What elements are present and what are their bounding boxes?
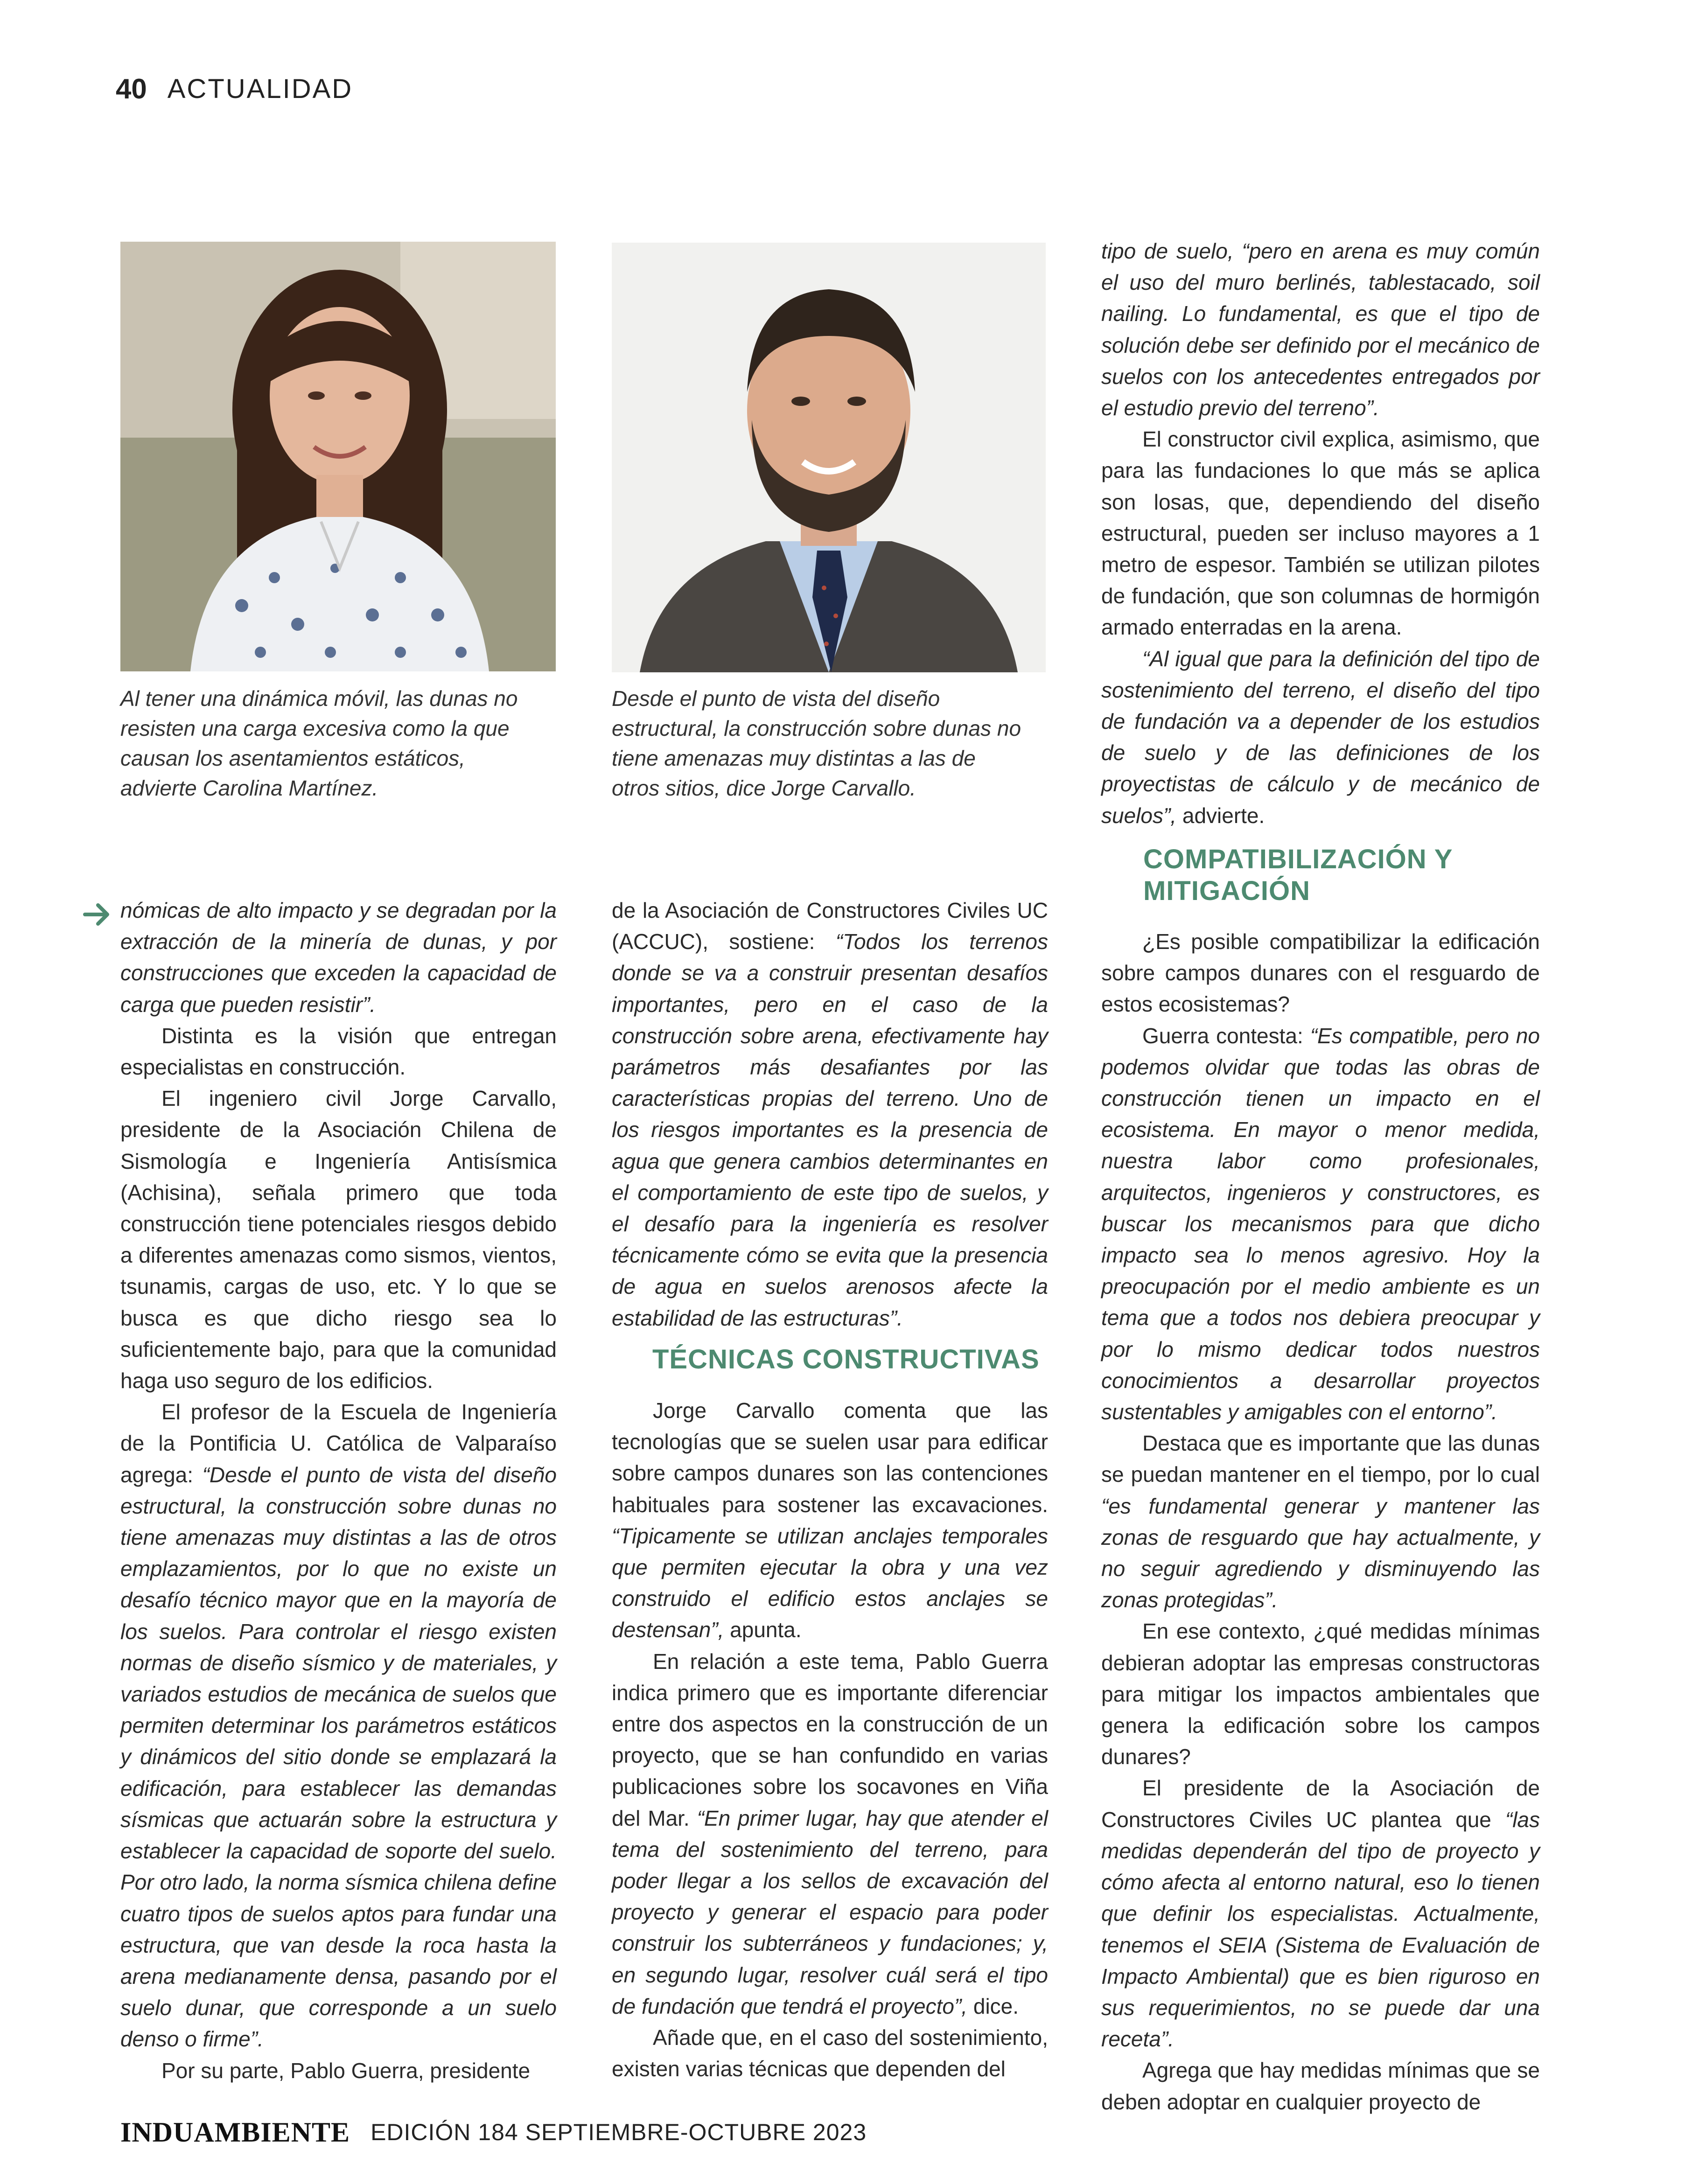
paragraph-tail: dice. <box>967 1994 1019 2018</box>
edition-info: EDICIÓN 184 SEPTIEMBRE-OCTUBRE 2023 <box>371 2119 867 2145</box>
quote: “Es compatible, pero no podemos olvidar que todas las obras de construcción tienen un impacto en el ecosistema. En mayor o menor medida, nuestra labor como profesionales, arquitectos, ingenieros y constructores, es buscar los mecanismos para que dicho impacto sea lo menos agresivo. Hoy la preocupación por el medio ambiente es un tema que a todos nos debiera preocupar y por lo mismo dedicar todos nuestros conocimientos a desarrollar proyectos sustentables y amigables con el entorno”. <box>1101 1023 1540 1424</box>
column-3-bottom <box>1101 926 1540 2118</box>
paragraph: El constructor civil explica, asimismo, que para las fundaciones lo que más se aplica son losas, que, dependiendo del diseño estructural, pueden ser incluso mayores a 1 metro de espesor. También se utilizan pilotes de fundación, que son columnas de hormigón armado enterradas en la arena. <box>1101 427 1540 640</box>
paragraph-lead: Guerra contesta: <box>1142 1023 1310 1048</box>
heading-compatibilizacion-mitigacion: COMPATIBILIZACIÓN Y MITIGACIÓN <box>1143 844 1453 906</box>
man-portrait-photo <box>612 243 1046 672</box>
column-2-top <box>612 895 1048 1334</box>
heading-tecnicas-constructivas: TÉCNICAS CONSTRUCTIVAS <box>652 1344 1040 1375</box>
photo-caption-2: Desde el punto de vista del diseño estructural, la construcción sobre dunas no tiene amenazas muy distintas a las de otros sitios, dice Jorge Carvallo. <box>612 686 1021 800</box>
quote: “Desde el punto de vista del diseño estructural, la construcción sobre dunas no tiene amenazas muy distintas a las de otros emplazamientos, por lo que no existe un desafío técnico mayor que en la mayoría de los suelos. Para controlar el riesgo existen normas de diseño sísmico y de materiales, y variados estudios de mecánica de suelos que permiten determinar los parámetros estáticos y dinámicos del sitio donde se emplazará la edificación, para establecer las demandas sísmicas que actuarán sobre la estructura y establecer la capacidad de soporte del suelo. Por otro lado, la norma sísmica chilena define cuatro tipos de suelos aptos para fundar una estructura, que van desde la roca hasta la arena medianamente densa, pasando por el suelo dunar, que corresponde a un suelo denso o firme”. <box>120 1462 557 2051</box>
paragraph: En ese contexto, ¿qué medidas mínimas debieran adoptar las empresas constructoras para mitigar los impactos ambientales que genera la edificación sobre los campos dunares? <box>1101 1619 1540 1769</box>
paragraph-tail: advierte. <box>1176 803 1265 828</box>
quote: “En primer lugar, hay que atender el tema del sostenimiento del terreno, para poder llegar a los sellos de excavación del proyecto y generar el espacio para poder construir los subterráneos y fundaciones; y, en segundo lugar, resolver cuál será el tipo de fundación que tendrá el proyecto”, <box>612 1806 1048 2018</box>
page-number: 40 <box>116 73 147 105</box>
column-2-bottom <box>612 1395 1048 2085</box>
paragraph: ¿Es posible compatibilizar la edificación sobre campos dunares con el resguardo de estos ecosistemas? <box>1101 929 1540 1017</box>
quote: “Tipicamente se utilizan anclajes temporales que permiten ejecutar la obra y una vez construido el edificio estos anclajes se destensan”, <box>612 1523 1048 1642</box>
quote: nómicas de alto impacto y se degradan por la extracción de la minería de dunas, y por construcciones que exceden la capacidad de carga que pueden resistir”. <box>120 898 557 1017</box>
column-3-top <box>1101 236 1540 831</box>
quote: “es fundamental generar y mantener las zonas de resguardo que hay actualmente, y no seguir agrediendo y disminuyendo las zonas protegidas”. <box>1101 1493 1540 1612</box>
paragraph: Jorge Carvallo comenta que las tecnologías que se suelen usar para edificar sobre campos dunares son las contenciones habituales para sostener las excavaciones. <box>612 1398 1048 1517</box>
paragraph: Añade que, en el caso del sostenimiento, existen varias técnicas que dependen del <box>612 2025 1048 2081</box>
paragraph-lead: de la Asociación de Constructores Civiles UC (ACCUC), sostiene: <box>612 898 1048 954</box>
paragraph-lead: Destaca que es importante que las dunas se puedan mantener en el tiempo, por lo cual <box>1101 1431 1540 1487</box>
paragraph: Por su parte, Pablo Guerra, presidente <box>161 2058 531 2083</box>
page-header <box>116 70 353 107</box>
photo-caption-1: Al tener una dinámica móvil, las dunas no resisten una carga excesiva como la que causan los asentamientos estáticos, advierte Carolina Martínez. <box>120 686 518 800</box>
paragraph-lead: El presidente de la Asociación de Constructores Civiles UC plantea que <box>1101 1776 1540 1832</box>
continuation-arrow-icon <box>83 900 111 928</box>
page-footer <box>120 2116 867 2148</box>
paragraph: Distinta es la visión que entregan especialistas en construcción. <box>120 1023 557 1080</box>
magazine-logo: INDUAMBIENTE <box>120 2116 350 2148</box>
paragraph: Agrega que hay medidas mínimas que se deben adoptar en cualquier proyecto de <box>1101 2058 1540 2114</box>
woman-portrait-photo <box>120 242 556 671</box>
paragraph-lead: En relación a este tema, Pablo Guerra indica primero que es importante diferenciar entre dos aspectos en la construcción de un proyecto, que se han confundido en varias publicaciones sobre los socavones en Viña del Mar. <box>612 1649 1048 1830</box>
paragraph-lead: El profesor de la Escuela de Ingeniería de la Pontificia U. Católica de Valparaíso agrega: <box>120 1400 557 1487</box>
paragraph: tipo de suelo, “pero en arena es muy común el uso del muro berlinés, tablestacado, soil nailing. Lo fundamental, es que el tipo de solución debe ser definido por el mecánico de suelos con los antecedentes entregados por el estudio previo del terreno”. <box>1101 239 1540 420</box>
paragraph: El ingeniero civil Jorge Carvallo, presidente de la Asociación Chilena de Sismología e Ingeniería Antisísmica (Achisina), señala primero que toda construcción tiene potenciales riesgos debido a diferentes amenazas como sismos, vientos, tsunamis, cargas de uso, etc. Y lo que se busca es que dicho riesgo sea lo suficientemente bajo, para que la comunidad haga uso seguro de los edificios. <box>120 1086 557 1393</box>
section-title: ACTUALIDAD <box>167 73 353 104</box>
quote: “Al igual que para la definición del tipo de sostenimiento del terreno, el diseño del tipo de fundación va a depender de los estudios de suelo y de las definiciones de los proyectistas de cálculo y de mecánico de suelos”, <box>1101 646 1540 828</box>
quote: “las medidas dependerán del tipo de proyecto y cómo afecta al entorno natural, eso lo tienen que definir los especialistas. Actualmente, tenemos el SEIA (Sistema de Evaluación de Impacto Ambiental) que es bien riguroso en sus requerimientos, no se puede dar una receta”. <box>1101 1807 1540 2051</box>
column-1 <box>120 895 557 2086</box>
quote: “Todos los terrenos donde se va a construir presentan desafíos importantes, pero en el caso de la construcción sobre arena, efectivamente hay parámetros más desafiantes por las características propias del terreno. Uno de los riesgos importantes es la presencia de agua que genera cambios determinantes en el comportamiento de este tipo de suelos, y el desafío para la ingeniería es resolver técnicamente cómo se evita que la presencia de agua en suelos arenosos afecte la estabilidad de las estructuras”. <box>612 929 1048 1330</box>
paragraph-tail: apunta. <box>724 1618 802 1642</box>
